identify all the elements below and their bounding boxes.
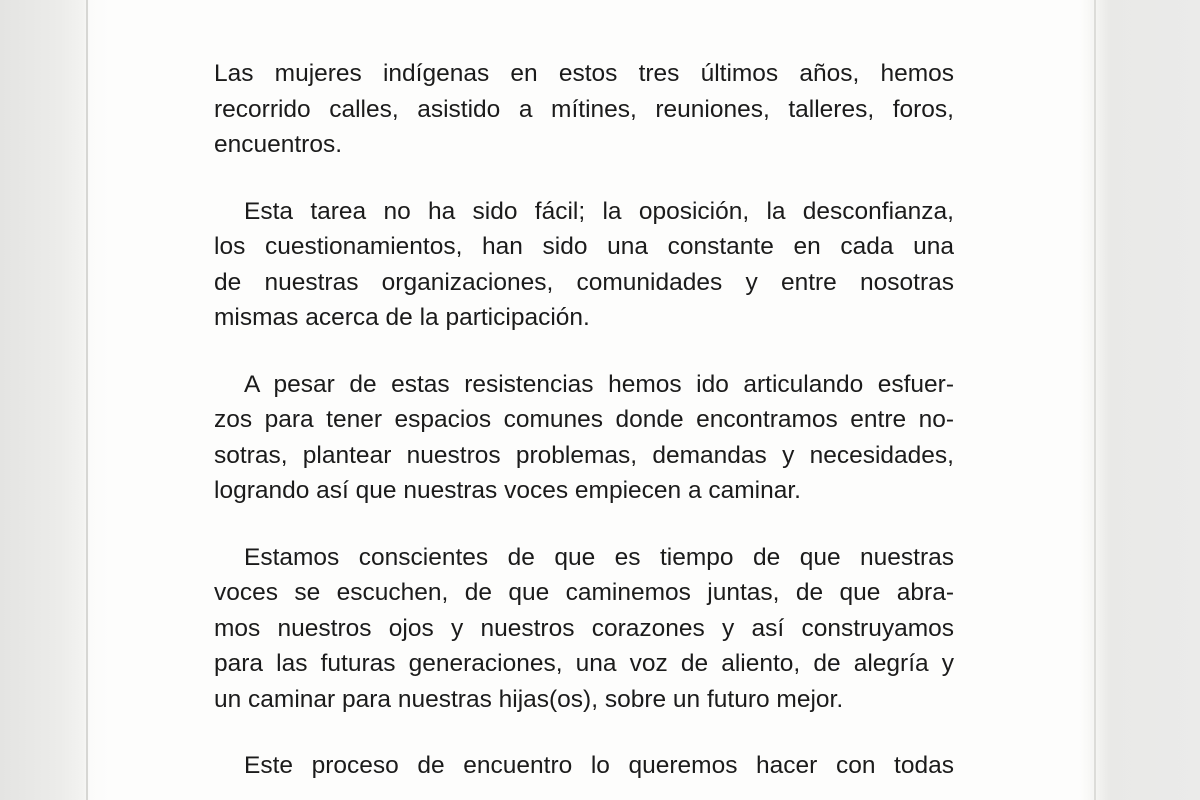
text-line: Esta tarea no ha sido fácil; la oposición, la desconfianza, (244, 197, 954, 225)
paragraph-4 (214, 540, 954, 718)
page-right-edge (1094, 0, 1096, 800)
text-line: un caminar para nuestras hijas(os), sobre un futuro mejor. (214, 685, 844, 713)
paragraph-1 (214, 56, 954, 163)
paragraph-2 (214, 194, 954, 336)
text-line: de nuestras organizaciones, comunidades y entre nosotras (214, 268, 954, 296)
text-line: encuentros. (214, 131, 343, 158)
text-line: A pesar de estas resistencias hemos ido articulando esfuer- (244, 370, 954, 398)
text-line: mismas acerca de la participación. (214, 304, 590, 331)
paragraph-5 (214, 748, 954, 784)
text-line: logrando así que nuestras voces empiecen a caminar. (214, 477, 801, 504)
text-line: voces se escuchen, de que caminemos juntas, de que abra- (214, 579, 954, 606)
page-left-edge (86, 0, 88, 800)
paragraph-3 (214, 367, 954, 509)
text-line: sotras, plantear nuestros problemas, demandas y necesidades, (214, 441, 954, 469)
text-line: zos para tener espacios comunes donde encontramos entre no- (214, 406, 954, 433)
document-body (214, 56, 954, 800)
text-line: para las futuras generaciones, una voz de aliento, de alegría y (214, 650, 954, 677)
text-line: mos nuestros ojos y nuestros corazones y así construyamos (214, 614, 954, 642)
text-line: Este proceso de encuentro lo queremos hacer con todas (244, 752, 954, 779)
text-line: los cuestionamientos, han sido una constante en cada una (214, 233, 954, 260)
text-line: Las mujeres indígenas en estos tres últimos años, hemos (214, 60, 954, 87)
text-line: Estamos conscientes de que es tiempo de que nuestras (244, 543, 954, 571)
text-line: recorrido calles, asistido a mítines, reuniones, talleres, foros, (214, 95, 954, 123)
